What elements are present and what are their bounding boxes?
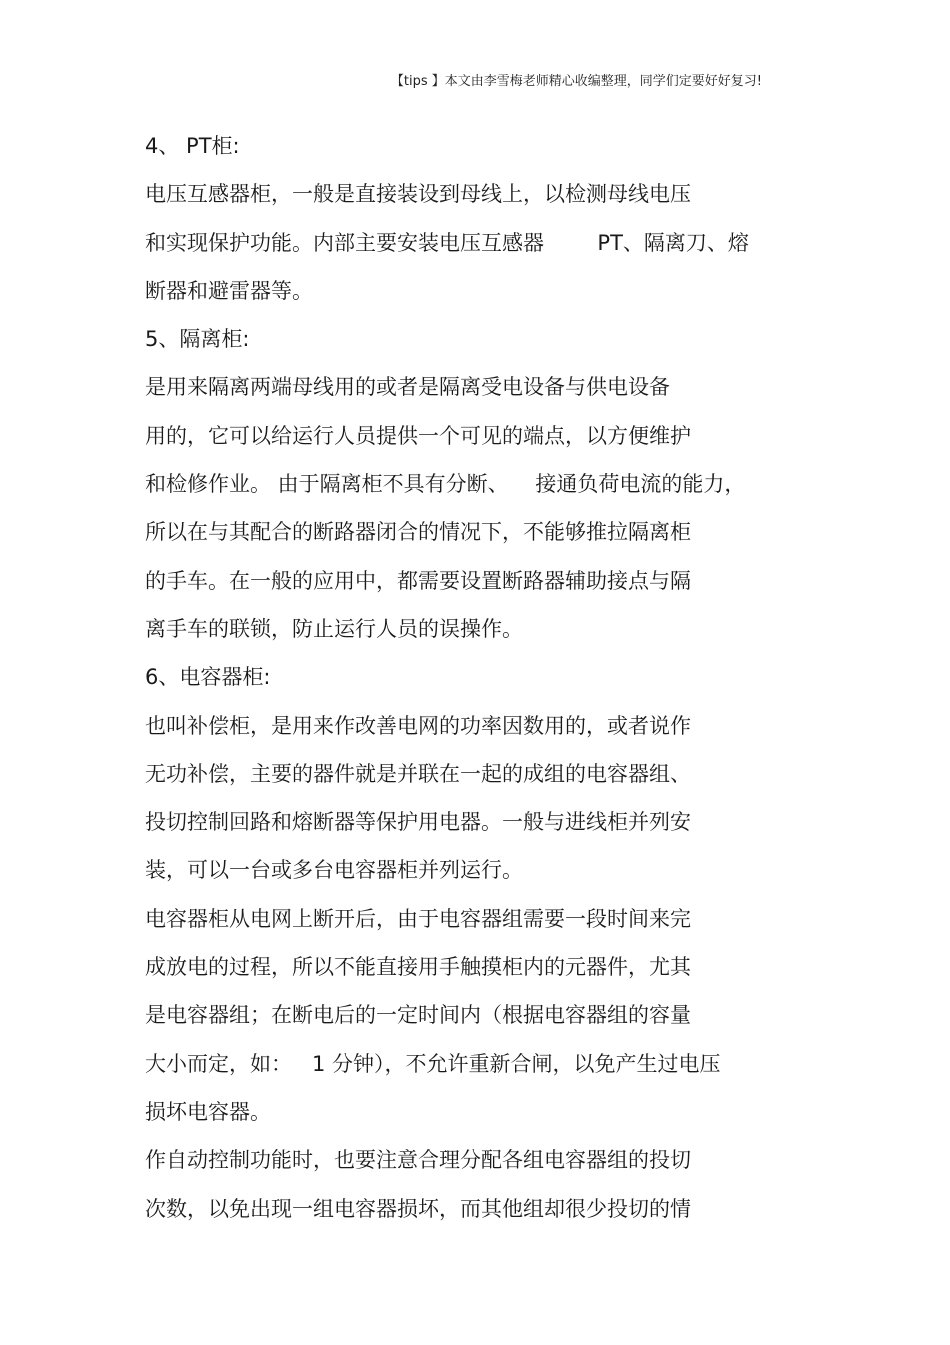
text-line: 也叫补偿柜，是用来作改善电网的功率因数用的，或者说作 <box>145 713 691 738</box>
header-tip: 【tips 】本文由李雪梅老师精心收编整理，同学们定要好好复习! <box>390 74 762 89</box>
text-line: 断器和避雷器等。 <box>145 278 313 303</box>
text-line: 装，可以一台或多台电容器柜并列运行。 <box>145 858 523 883</box>
text-line: 的手车。在一般的应用中，都需要设置断路器辅助接点与隔 <box>145 568 691 593</box>
text-line: 大小而定，如： 1 分钟），不允许重新合闸，以免产生过电压 <box>145 1051 721 1076</box>
text-line: 损坏电容器。 <box>145 1099 271 1124</box>
text-line: 和实现保护功能。内部主要安装电压互感器 PT、隔离刀、熔 <box>145 230 749 255</box>
text-line: 电容器柜从电网上断开后，由于电容器组需要一段时间来完 <box>145 906 691 931</box>
text-line: 无功补偿，主要的器件就是并联在一起的成组的电容器组、 <box>145 761 691 786</box>
text-line: 电压互感器柜，一般是直接装设到母线上，以检测母线电压 <box>145 182 691 207</box>
text-line: 是用来隔离两端母线用的或者是隔离受电设备与供电设备 <box>145 375 670 400</box>
text-line: 所以在与其配合的断路器闭合的情况下，不能够推拉隔离柜 <box>145 520 691 545</box>
text-line: 投切控制回路和熔断器等保护用电器。一般与进线柜并列安 <box>145 810 691 835</box>
section-heading-isolation-cabinet: 5、隔离柜: <box>145 327 250 352</box>
document-body <box>145 128 825 1239</box>
section-heading-pt-cabinet: 4、 PT柜: <box>145 134 240 158</box>
text-line: 成放电的过程，所以不能直接用手触摸柜内的元器件，尤其 <box>145 955 691 980</box>
text-line: 用的，它可以给运行人员提供一个可见的端点，以方便维护 <box>145 423 691 448</box>
text-line: 作自动控制功能时，也要注意合理分配各组电容器组的投切 <box>145 1148 691 1173</box>
text-line: 次数，以免出现一组电容器损坏，而其他组却很少投切的情 <box>145 1196 691 1221</box>
text-line: 是电容器组；在断电后的一定时间内（根据电容器组的容量 <box>145 1003 691 1028</box>
section-heading-capacitor-cabinet: 6、电容器柜: <box>145 665 271 690</box>
text-line: 和检修作业。 由于隔离柜不具有分断、 接通负荷电流的能力， <box>145 472 746 497</box>
text-line: 离手车的联锁，防止运行人员的误操作。 <box>145 616 523 641</box>
